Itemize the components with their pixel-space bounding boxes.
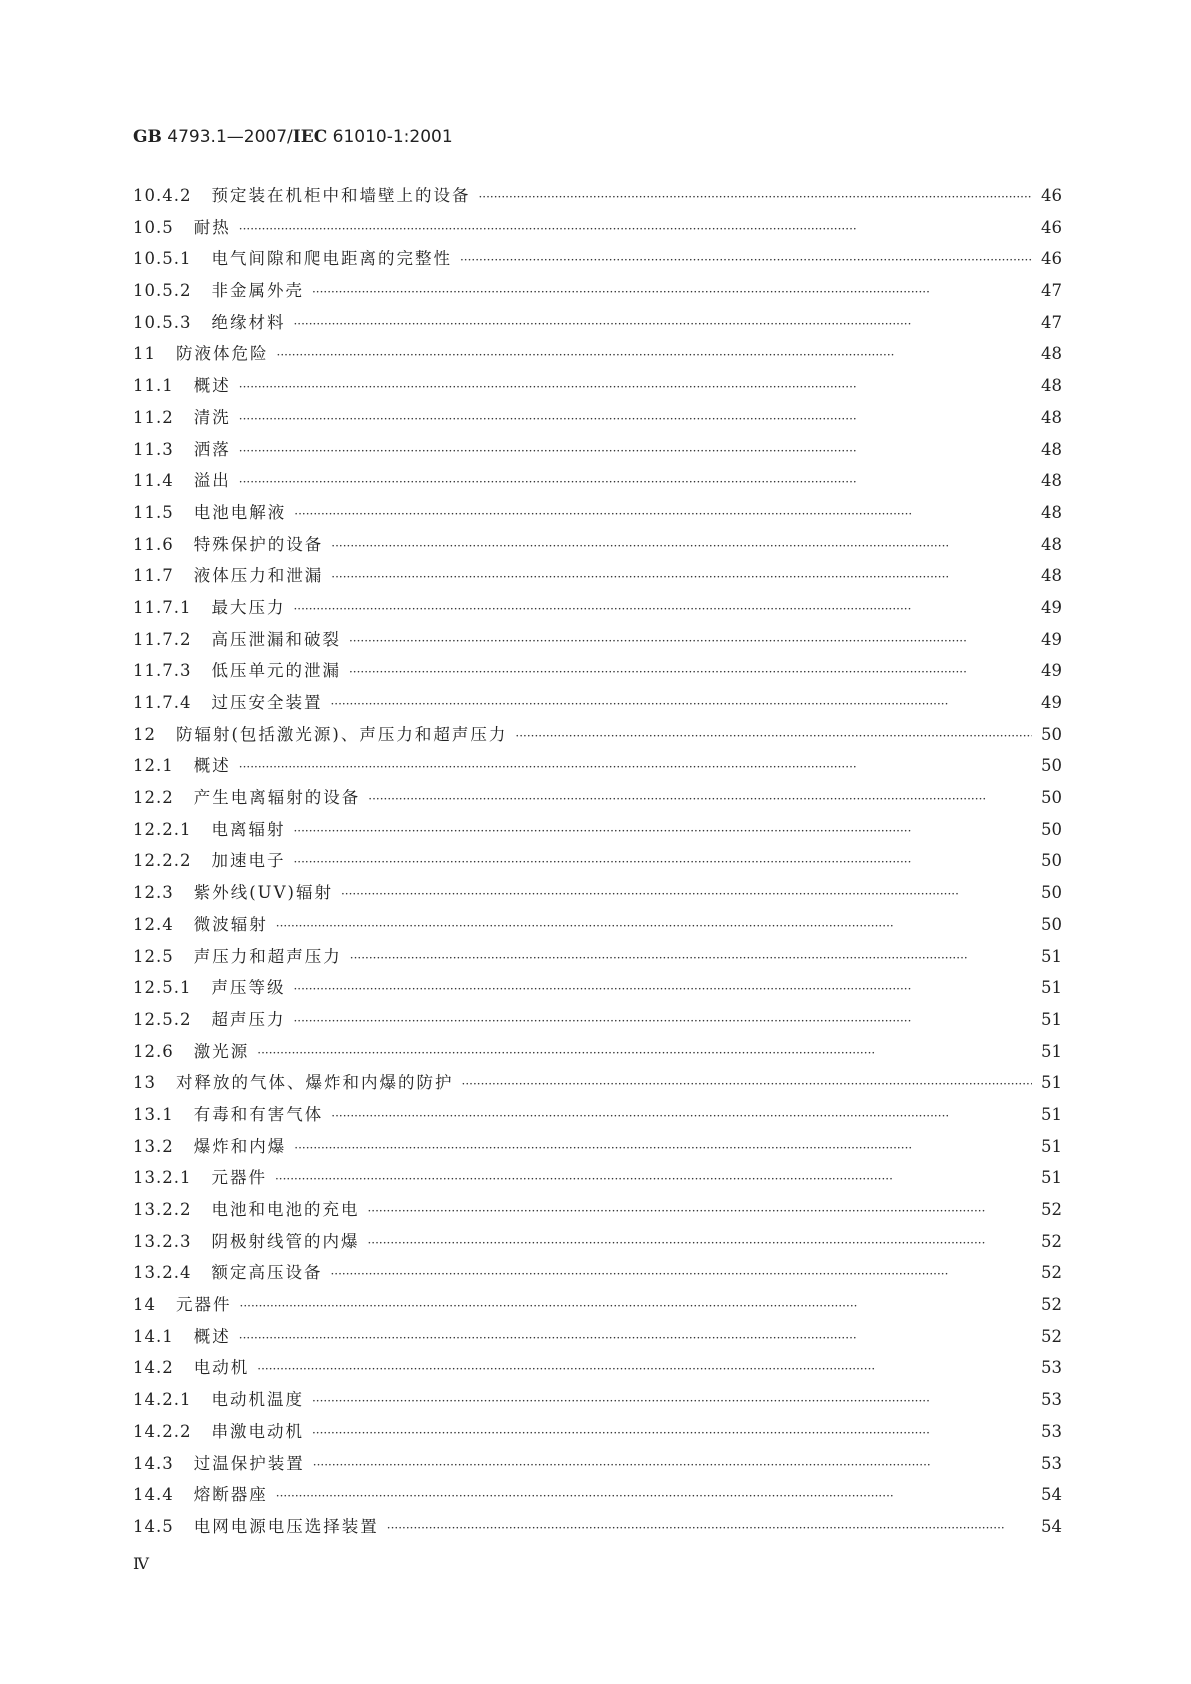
- dot-leader: [275, 1168, 1032, 1187]
- dot-leader: [239, 756, 1032, 775]
- page-ref: 50: [1041, 819, 1062, 839]
- dot-leader: [257, 1358, 1032, 1377]
- section-title: 概述: [193, 1326, 231, 1346]
- page-ref: 49: [1041, 661, 1062, 681]
- section-title: 爆炸和内爆: [193, 1136, 287, 1156]
- dot-leader: [462, 1073, 1033, 1092]
- section-number: 12: [133, 724, 156, 744]
- toc-entry[interactable]: [133, 784, 1062, 816]
- section-title: 阴极射线管的内爆: [211, 1231, 360, 1251]
- page-ref: 48: [1041, 344, 1062, 364]
- section-number: 13.2.4: [133, 1263, 192, 1283]
- toc-entry[interactable]: [133, 1450, 1062, 1482]
- page-ref: 48: [1041, 471, 1062, 491]
- dot-leader: [331, 566, 1032, 585]
- dot-leader: [350, 947, 1032, 966]
- dot-leader: [293, 978, 1032, 997]
- dot-leader: [239, 1327, 1032, 1346]
- page-ref: 49: [1041, 597, 1062, 617]
- section-number: 13.1: [133, 1104, 174, 1124]
- dot-leader: [330, 693, 1032, 712]
- section-number: 10.5.2: [133, 281, 192, 301]
- dot-leader: [239, 376, 1032, 395]
- section-title: 产生电离辐射的设备: [193, 788, 361, 808]
- std-number: 4793.1—2007/: [161, 127, 293, 147]
- dot-leader: [293, 1010, 1032, 1029]
- section-number: 10.5.1: [133, 249, 192, 269]
- toc-entry[interactable]: [133, 1513, 1062, 1545]
- page-ref: 50: [1041, 851, 1062, 871]
- toc-entry[interactable]: [133, 1069, 1062, 1101]
- dot-leader: [239, 218, 1032, 237]
- dot-leader: [367, 1200, 1032, 1219]
- page-ref: 52: [1041, 1326, 1062, 1346]
- section-number: 12.5: [133, 946, 174, 966]
- dot-leader: [239, 471, 1032, 490]
- page-ref: 50: [1041, 724, 1062, 744]
- section-title: 电池和电池的充电: [211, 1200, 360, 1219]
- toc-entry[interactable]: [133, 689, 1062, 721]
- section-number: 12.3: [133, 883, 174, 903]
- section-title: 防辐射(包括激光源)、声压力和超声压力: [176, 724, 508, 744]
- toc-entry[interactable]: [133, 657, 1062, 689]
- section-number: 13.2.2: [133, 1200, 192, 1219]
- section-title: 电动机温度: [211, 1390, 304, 1410]
- dot-leader: [293, 851, 1032, 870]
- toc-entry[interactable]: [133, 1133, 1062, 1165]
- page-ref: 51: [1041, 946, 1062, 966]
- page-ref: 48: [1041, 502, 1062, 522]
- section-title: 有毒和有害气体: [193, 1104, 324, 1124]
- page-ref: 51: [1041, 978, 1062, 998]
- dot-leader: [277, 344, 1033, 363]
- page-ref: 47: [1041, 281, 1062, 301]
- toc-entry[interactable]: [133, 499, 1062, 531]
- section-title: 耐热: [193, 217, 231, 237]
- page-ref: 53: [1041, 1421, 1062, 1441]
- dot-leader: [387, 1517, 1032, 1536]
- toc-entry[interactable]: [133, 1354, 1062, 1386]
- section-title: 紫外线(UV)辐射: [193, 883, 333, 903]
- page-ref: 51: [1041, 1168, 1062, 1188]
- page-ref: 48: [1041, 376, 1062, 396]
- section-title: 过温保护装置: [193, 1453, 305, 1473]
- section-title: 概述: [193, 376, 231, 396]
- section-title: 声压等级: [211, 978, 286, 998]
- section-title: 电池电解液: [193, 502, 287, 522]
- section-number: 14.3: [133, 1453, 174, 1473]
- section-number: 12.2: [133, 788, 174, 808]
- section-number: 10.5: [133, 217, 174, 237]
- section-title: 低压单元的泄漏: [211, 661, 341, 681]
- dot-leader: [312, 1422, 1032, 1441]
- section-title: 液体压力和泄漏: [193, 566, 324, 586]
- page-ref: 50: [1041, 883, 1062, 903]
- section-number: 11.2: [133, 407, 174, 427]
- section-number: 12.4: [133, 914, 174, 934]
- toc-entry[interactable]: [133, 752, 1062, 784]
- toc-entry[interactable]: [133, 879, 1062, 911]
- section-title: 微波辐射: [193, 914, 268, 934]
- page-ref: 47: [1041, 312, 1062, 332]
- section-title: 预定装在机柜中和墙壁上的设备: [211, 186, 471, 205]
- section-title: 额定高压设备: [211, 1263, 323, 1283]
- toc-entry[interactable]: [133, 372, 1062, 404]
- page-ref: 53: [1041, 1390, 1062, 1410]
- toc-entry[interactable]: [133, 1386, 1062, 1418]
- section-number: 13.2: [133, 1136, 174, 1156]
- section-title: 洒落: [193, 439, 231, 459]
- dot-leader: [294, 1137, 1032, 1156]
- toc-entry[interactable]: [133, 309, 1062, 341]
- page-ref: 53: [1041, 1453, 1062, 1473]
- section-number: 11: [133, 344, 156, 364]
- page-ref: 51: [1041, 1073, 1062, 1093]
- section-title: 溢出: [193, 471, 231, 491]
- toc-entry[interactable]: [133, 340, 1062, 372]
- section-title: 防液体危险: [176, 344, 269, 364]
- dot-leader: [460, 249, 1032, 268]
- section-number: 14: [133, 1295, 156, 1315]
- section-number: 10.4.2: [133, 186, 192, 205]
- section-title: 电离辐射: [211, 819, 286, 839]
- page-ref: 54: [1041, 1485, 1062, 1505]
- toc-entry[interactable]: [133, 1196, 1062, 1228]
- page-ref: 51: [1041, 1041, 1062, 1061]
- toc-entry[interactable]: [133, 974, 1062, 1006]
- section-title: 电网电源电压选择装置: [193, 1516, 379, 1536]
- page-ref: 50: [1041, 914, 1062, 934]
- page-ref: 49: [1041, 693, 1062, 712]
- toc-entry[interactable]: [133, 911, 1062, 943]
- page-ref: 46: [1041, 186, 1062, 205]
- page-ref: 48: [1041, 534, 1062, 554]
- dot-leader: [368, 788, 1032, 807]
- toc-entry[interactable]: [133, 214, 1062, 246]
- section-number: 13: [133, 1073, 156, 1093]
- dot-leader: [257, 1042, 1032, 1061]
- dot-leader: [294, 503, 1032, 522]
- dot-leader: [331, 1105, 1032, 1124]
- page-ref: 50: [1041, 788, 1062, 808]
- dot-leader: [239, 440, 1032, 459]
- toc-entry[interactable]: [133, 277, 1062, 309]
- section-title: 元器件: [176, 1295, 232, 1315]
- page-ref: 52: [1041, 1200, 1062, 1219]
- section-title: 熔断器座: [193, 1485, 268, 1505]
- section-number: 11.5: [133, 502, 174, 522]
- section-number: 14.2: [133, 1358, 174, 1378]
- page-ref: 52: [1041, 1263, 1062, 1283]
- section-title: 非金属外壳: [211, 281, 304, 301]
- page-ref: 53: [1041, 1358, 1062, 1378]
- page-ref: 48: [1041, 566, 1062, 586]
- section-number: 12.5.1: [133, 978, 192, 998]
- toc-entry[interactable]: [133, 847, 1062, 879]
- page-ref: 52: [1041, 1295, 1062, 1315]
- toc-entry[interactable]: [133, 1291, 1062, 1323]
- toc-entry[interactable]: [133, 594, 1062, 626]
- dot-leader: [312, 281, 1032, 300]
- section-title: 加速电子: [211, 851, 286, 871]
- toc-entry[interactable]: [133, 1481, 1062, 1513]
- toc-entry[interactable]: [133, 816, 1062, 848]
- page-ref: 48: [1041, 407, 1062, 427]
- section-number: 13.2.3: [133, 1231, 192, 1251]
- dot-leader: [313, 1454, 1032, 1473]
- dot-leader: [293, 598, 1032, 617]
- document-header: [133, 127, 453, 147]
- section-number: 12.2.1: [133, 819, 192, 839]
- toc-entry[interactable]: [133, 436, 1062, 468]
- section-title: 清洗: [193, 407, 231, 427]
- dot-leader: [367, 1232, 1032, 1251]
- page-ref: 48: [1041, 439, 1062, 459]
- section-title: 串激电动机: [211, 1421, 304, 1441]
- section-number: 11.3: [133, 439, 174, 459]
- iec-number: 61010-1:2001: [327, 127, 453, 147]
- toc-entry[interactable]: [133, 1038, 1062, 1070]
- iec-prefix: IEC: [292, 127, 328, 147]
- section-title: 绝缘材料: [211, 312, 286, 332]
- section-title: 对释放的气体、爆炸和内爆的防护: [176, 1073, 454, 1093]
- dot-leader: [331, 535, 1032, 554]
- page-ref: 51: [1041, 1136, 1062, 1156]
- section-title: 激光源: [193, 1041, 250, 1061]
- dot-leader: [349, 661, 1032, 680]
- section-title: 声压力和超声压力: [193, 946, 342, 966]
- section-title: 元器件: [211, 1168, 267, 1188]
- dot-leader: [515, 725, 1032, 744]
- table-of-contents: [133, 182, 1062, 1545]
- section-number: 13.2.1: [133, 1168, 192, 1188]
- std-prefix: GB: [133, 127, 162, 147]
- section-number: 11.7.1: [133, 597, 192, 617]
- dot-leader: [276, 1485, 1032, 1504]
- toc-entry[interactable]: [133, 721, 1062, 753]
- section-number: 14.2.1: [133, 1390, 192, 1410]
- page-ref: 46: [1041, 249, 1062, 269]
- section-title: 电动机: [193, 1358, 250, 1378]
- section-title: 过压安全装置: [211, 693, 323, 712]
- section-title: 概述: [193, 756, 231, 776]
- page-ref: 54: [1041, 1516, 1062, 1536]
- dot-leader: [240, 1295, 1033, 1314]
- section-title: 高压泄漏和破裂: [211, 629, 341, 649]
- toc-entry[interactable]: [133, 562, 1062, 594]
- toc-entry[interactable]: [133, 1323, 1062, 1355]
- section-number: 14.2.2: [133, 1421, 192, 1441]
- toc-entry[interactable]: [133, 626, 1062, 658]
- toc-entry[interactable]: [133, 182, 1062, 214]
- toc-entry[interactable]: [133, 467, 1062, 499]
- toc-entry[interactable]: [133, 1228, 1062, 1260]
- section-title: 电气间隙和爬电距离的完整性: [211, 249, 452, 269]
- page-ref: 51: [1041, 1009, 1062, 1029]
- toc-entry[interactable]: [133, 531, 1062, 563]
- section-number: 11.4: [133, 471, 174, 491]
- page-ref: 52: [1041, 1231, 1062, 1251]
- toc-entry[interactable]: [133, 1101, 1062, 1133]
- section-number: 14.1: [133, 1326, 174, 1346]
- section-title: 最大压力: [211, 597, 286, 617]
- section-number: 12.5.2: [133, 1009, 192, 1029]
- toc-entry[interactable]: [133, 1418, 1062, 1450]
- dot-leader: [293, 820, 1032, 839]
- section-number: 12.1: [133, 756, 174, 776]
- toc-entry[interactable]: [133, 1006, 1062, 1038]
- page-ref: 49: [1041, 629, 1062, 649]
- page-ref: 46: [1041, 217, 1062, 237]
- dot-leader: [312, 1390, 1032, 1409]
- dot-leader: [239, 408, 1032, 427]
- dot-leader: [341, 883, 1032, 902]
- dot-leader: [276, 915, 1032, 934]
- toc-entry[interactable]: [133, 404, 1062, 436]
- toc-entry[interactable]: [133, 1164, 1062, 1196]
- section-title: 超声压力: [211, 1009, 286, 1029]
- section-number: 14.4: [133, 1485, 174, 1505]
- section-number: 14.5: [133, 1516, 174, 1536]
- dot-leader: [330, 1263, 1032, 1282]
- dot-leader: [349, 630, 1032, 649]
- section-number: 11.7.3: [133, 661, 192, 681]
- section-number: 11.7: [133, 566, 174, 586]
- toc-entry[interactable]: [133, 245, 1062, 277]
- page-ref: 51: [1041, 1104, 1062, 1124]
- page-number: Ⅳ: [133, 1554, 149, 1573]
- section-number: 10.5.3: [133, 312, 192, 332]
- section-number: 11.7.4: [133, 693, 192, 712]
- section-number: 11.6: [133, 534, 174, 554]
- dot-leader: [293, 313, 1032, 332]
- dot-leader: [478, 186, 1032, 205]
- toc-entry[interactable]: [133, 1259, 1062, 1291]
- section-title: 特殊保护的设备: [193, 534, 324, 554]
- page-ref: 50: [1041, 756, 1062, 776]
- section-number: 11.7.2: [133, 629, 192, 649]
- toc-entry[interactable]: [133, 943, 1062, 975]
- section-number: 12.6: [133, 1041, 174, 1061]
- section-number: 12.2.2: [133, 851, 192, 871]
- section-number: 11.1: [133, 376, 174, 396]
